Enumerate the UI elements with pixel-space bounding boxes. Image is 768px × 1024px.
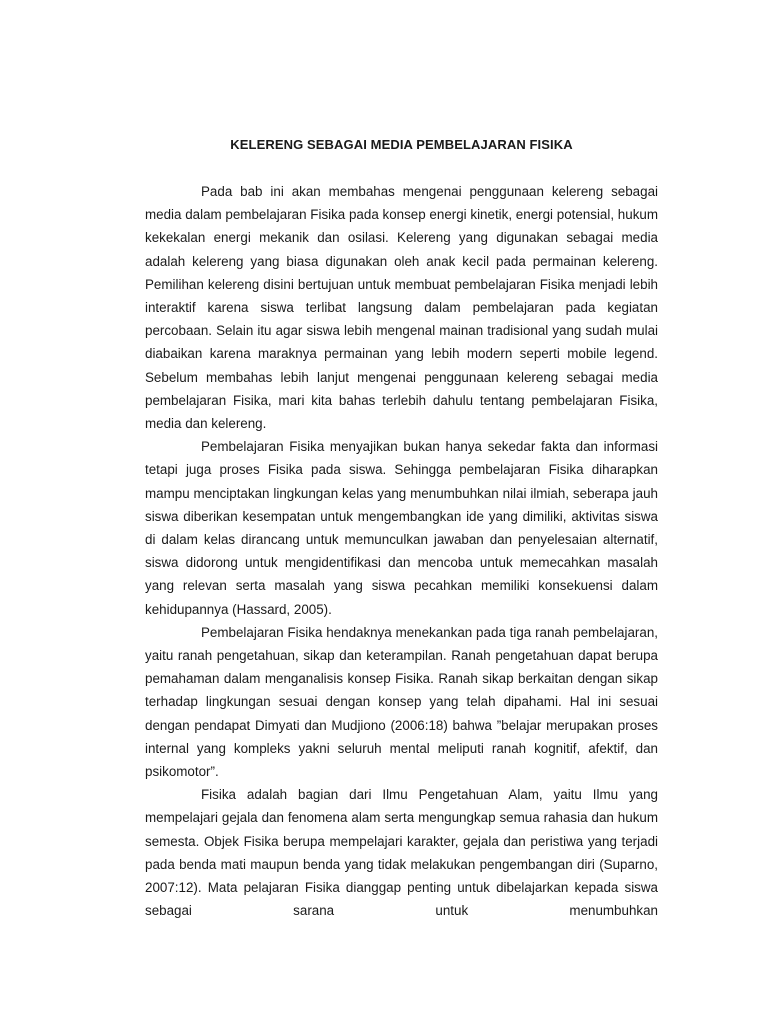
document-title: KELERENG SEBAGAI MEDIA PEMBELAJARAN FISIKA [230, 137, 573, 152]
paragraph-4: Fisika adalah bagian dari Ilmu Pengetahuan Alam, yaitu Ilmu yang mempelajari gejala dan fenomena alam serta mengungkap semua rahasia dan hukum semesta. Objek Fisika berupa mempelajari karakter, gejala dan peristiwa yang terjadi pada benda mati maupun benda yang tidak melakukan pengembangan diri (Suparno, 2007:12). Mata pelajaran Fisika dianggap penting untuk dibelajarkan kepada siswa sebagai sarana untuk menumbuhkan [145, 787, 658, 919]
paragraph-3: Pembelajaran Fisika hendaknya menekankan pada tiga ranah pembelajaran, yaitu ranah pengetahuan, sikap dan keterampilan. Ranah pengetahuan dapat berupa pemahaman dalam menganalisis konsep Fisika. Ranah sikap berkaitan dengan sikap terhadap lingkungan sesuai dengan konsep yang telah dipahami. Hal ini sesuai dengan pendapat Dimyati dan Mudjiono (2006:18) bahwa ”belajar merupakan proses internal yang kompleks yakni seluruh mental meliputi ranah kognitif, afektif, dan psikomotor”. [145, 624, 658, 780]
paragraph-2: Pembelajaran Fisika menyajikan bukan hanya sekedar fakta dan informasi tetapi juga proses Fisika pada siswa. Sehingga pembelajaran Fisika diharapkan mampu menciptakan lingkungan kelas yang menumbuhkan nilai ilmiah, seberapa jauh siswa diberikan kesempatan untuk mengembangkan ide yang dimiliki, aktivitas siswa di dalam kelas dirancang untuk memunculkan jawaban dan penyelesaian alternatif, siswa didorong untuk mengidentifikasi dan mencoba untuk memecahkan masalah yang relevan serta masalah yang siswa pecahkan memiliki konsekuensi dalam kehidupannya (Hassard, 2005). [145, 439, 658, 617]
document-body [145, 180, 658, 923]
paragraph-1: Pada bab ini akan membahas mengenai penggunaan kelereng sebagai media dalam pembelajaran Fisika pada konsep energi kinetik, energi potensial, hukum kekekalan energi mekanik dan osilasi. Kelereng yang digunakan sebagai media adalah kelereng yang biasa digunakan oleh anak kecil pada permainan kelereng. Pemilihan kelereng disini bertujuan untuk membuat pembelajaran Fisika menjadi lebih interaktif karena siswa terlibat langsung dalam pembelajaran pada kegiatan percobaan. Selain itu agar siswa lebih mengenal mainan tradisional yang sudah mulai diabaikan karena maraknya permainan yang lebih modern seperti mobile legend. Sebelum membahas lebih lanjut mengenai penggunaan kelereng sebagai media pembelajaran Fisika, mari kita bahas terlebih dahulu tentang pembelajaran Fisika, media dan kelereng. [145, 184, 658, 432]
